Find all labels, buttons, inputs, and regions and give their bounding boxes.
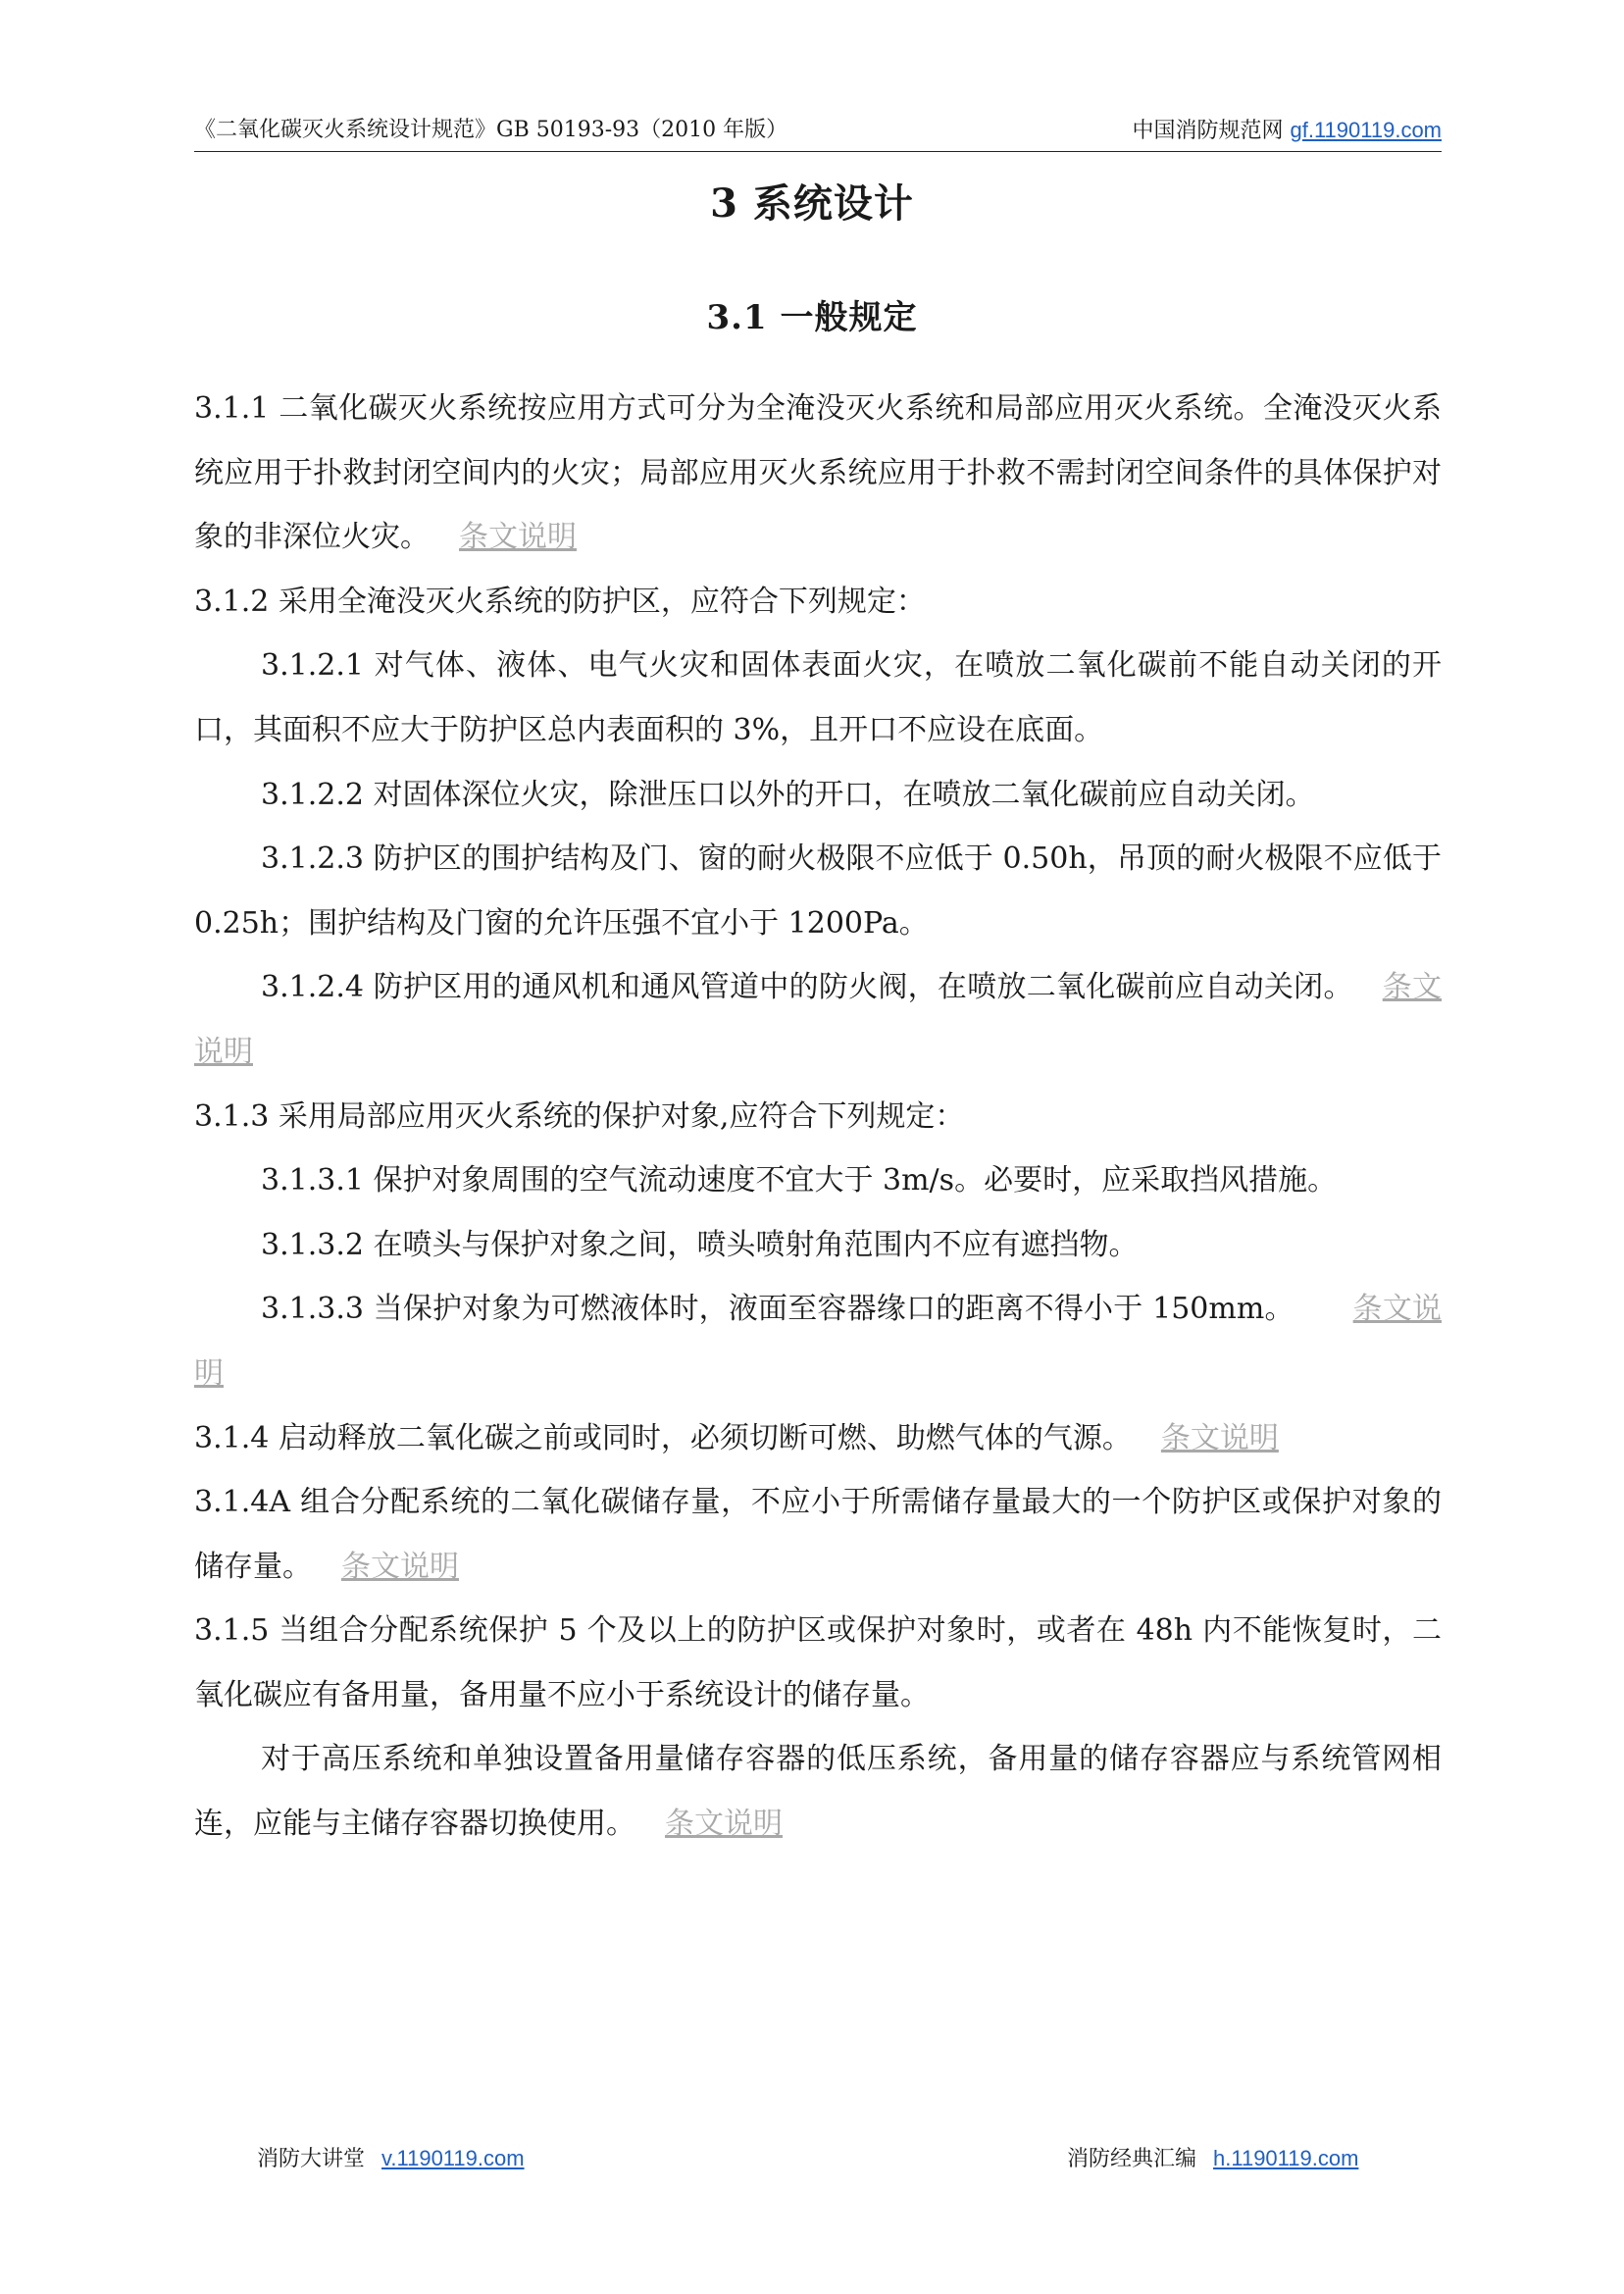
explanation-link[interactable]: 条文说明 [194, 970, 1443, 1069]
header-site-label: 中国消防规范网 [1132, 119, 1284, 143]
explanation-link[interactable]: 条文说明 [665, 1807, 783, 1842]
footer-right [1067, 2144, 1358, 2174]
explanation-link[interactable]: 条文说明 [341, 1549, 459, 1584]
explanation-link[interactable]: 条文说明 [459, 520, 577, 555]
explanation-link[interactable]: 条文说明 [194, 1292, 1443, 1391]
clause-3-1-1: 3.1.1 二氧化碳灭火系统按应用方式可分为全淹没灭火系统和局部应用灭火系统。全淹没灭火系统应用于扑救封闭空间内的火灾；局部应用灭火系统应用于扑救不需封闭空间条件的具体保护对象的非深位火灾。 条文说明 [194, 391, 1442, 555]
footer-right-label: 消防经典汇编 [1067, 2147, 1197, 2171]
clause-3-1-3-2: 3.1.3.2 在喷头与保护对象之间，喷头喷射角范围内不应有遮挡物。 [261, 1227, 1139, 1262]
section-title: 3.1 一般规定 [706, 298, 918, 337]
footer-left [257, 2144, 525, 2174]
clause-3-1-2: 3.1.2 采用全淹没灭火系统的防护区，应符合下列规定： [194, 584, 926, 619]
chapter-title: 3 系统设计 [710, 180, 914, 227]
clause-3-1-2-2: 3.1.2.2 对固体深位火灾，除泄压口以外的开口，在喷放二氧化碳前应自动关闭。 [261, 777, 1315, 812]
footer-right-link[interactable]: h.1190119.com [1213, 2146, 1359, 2170]
clause-3-1-3-1: 3.1.3.1 保护对象周围的空气流动速度不宜大于 3m/s。必要时，应采取挡风措施。 [261, 1163, 1338, 1198]
clause-3-1-3-3: 3.1.3.3 当保护对象为可燃液体时，液面至容器缘口的距离不得小于 150mm。 条文说明 [194, 1292, 1443, 1391]
explanation-link[interactable]: 条文说明 [1160, 1420, 1279, 1455]
clause-3-1-5: 3.1.5 当组合分配系统保护 5 个及以上的防护区或保护对象时，或者在 48h 内不能恢复时，二氧化碳应有备用量，备用量不应小于系统设计的储存量。 [194, 1613, 1442, 1712]
header-site-link[interactable]: gf.1190119.com [1290, 118, 1442, 142]
clause-3-1-2-4: 3.1.2.4 防护区用的通风机和通风管道中的防火阀，在喷放二氧化碳前应自动关闭。 条文说明 [194, 970, 1443, 1069]
clause-3-1-2-3: 3.1.2.3 防护区的围护结构及门、窗的耐火极限不应低于 0.50h，吊顶的耐火极限不应低于 0.25h；围护结构及门窗的允许压强不宜小于 1200Pa。 [194, 841, 1442, 941]
footer-left-link[interactable]: v.1190119.com [381, 2146, 525, 2170]
clause-3-1-4a: 3.1.4A 组合分配系统的二氧化碳储存量，不应小于所需储存量最大的一个防护区或保护对象的储存量。 条文说明 [194, 1485, 1442, 1584]
clause-3-1-3: 3.1.3 采用局部应用灭火系统的保护对象,应符合下列规定： [194, 1098, 965, 1134]
header-site [1132, 116, 1442, 146]
clause-3-1-5-para2: 对于高压系统和单独设置备用量储存容器的低压系统，备用量的储存容器应与系统管网相连，应能与主储存容器切换使用。 条文说明 [194, 1742, 1442, 1842]
page-header [194, 116, 1442, 152]
clause-3-1-4: 3.1.4 启动释放二氧化碳之前或同时，必须切断可燃、助燃气体的气源。 条文说明 [194, 1420, 1279, 1455]
header-document-title: 《二氧化碳灭火系统设计规范》GB 50193-93（2010 年版） [194, 118, 788, 142]
clause-body [194, 377, 1442, 1857]
footer-left-label: 消防大讲堂 [257, 2147, 366, 2171]
clause-3-1-2-1: 3.1.2.1 对气体、液体、电气火灾和固体表面火灾，在喷放二氧化碳前不能自动关闭的开口，其面积不应大于防护区总内表面积的 3%，且开口不应设在底面。 [194, 648, 1442, 747]
